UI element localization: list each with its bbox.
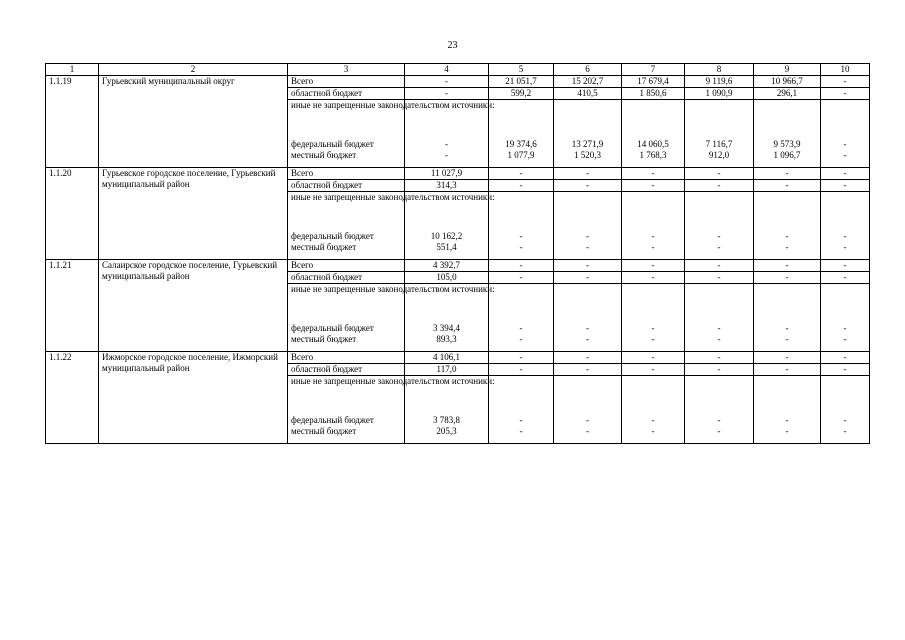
value-regional: -	[489, 180, 554, 192]
value-regional: -	[622, 272, 685, 284]
value-regional: -	[554, 364, 622, 376]
other-sources-values	[489, 376, 554, 444]
col-header: 4	[405, 64, 489, 76]
value-federal: 3 394,4	[433, 323, 460, 333]
value-federal: -	[785, 231, 789, 241]
value-local: -	[586, 242, 589, 252]
value-federal: -	[651, 323, 655, 333]
col-header: 8	[685, 64, 754, 76]
value-federal: -	[785, 323, 789, 333]
row-label-regional: областной бюджет	[288, 272, 405, 284]
value-local: -	[785, 426, 789, 436]
other-sources-values	[489, 192, 554, 260]
other-sources-values	[754, 100, 821, 168]
value-federal: 3 783,8	[433, 415, 460, 425]
value-local: -	[519, 334, 523, 344]
value-regional: 105,0	[405, 272, 489, 284]
value-total: 4 106,1	[405, 352, 489, 364]
value-regional: 1 090,9	[685, 88, 754, 100]
value-local: 893,3	[436, 334, 457, 344]
value-federal: -	[785, 415, 789, 425]
value-local: -	[785, 334, 789, 344]
value-local: -	[586, 426, 589, 436]
value-federal: -	[843, 415, 847, 425]
value-total: -	[489, 352, 554, 364]
value-regional: -	[685, 180, 754, 192]
row-label-total: Всего	[288, 76, 405, 88]
value-local: 205,3	[436, 426, 457, 436]
value-total: -	[685, 260, 754, 272]
value-local: 912,0	[708, 150, 730, 160]
other-sources-values	[685, 192, 754, 260]
value-regional: -	[489, 364, 554, 376]
value-local: -	[651, 334, 655, 344]
row-label-federal: федеральный бюджет	[291, 415, 374, 425]
value-federal: -	[843, 139, 847, 149]
value-regional: -	[821, 272, 870, 284]
value-local: 1 096,7	[773, 150, 801, 160]
value-total: -	[405, 76, 489, 88]
col-header: 9	[754, 64, 821, 76]
value-federal: 10 162,2	[430, 231, 463, 241]
value-regional: -	[754, 272, 821, 284]
row-label-regional: областной бюджет	[288, 364, 405, 376]
value-local: -	[519, 242, 523, 252]
value-regional: 1 850,6	[622, 88, 685, 100]
row-label-other-sources: иные не запрещенные законодательством источники:	[291, 284, 495, 294]
value-regional: 599,2	[489, 88, 554, 100]
value-total: -	[622, 168, 685, 180]
value-regional: 117,0	[405, 364, 489, 376]
value-local: 1 768,3	[639, 150, 667, 160]
value-total: 11 027,9	[405, 168, 489, 180]
row-label-local: местный бюджет	[291, 242, 357, 252]
value-local: 1 077,9	[507, 150, 535, 160]
entry-code: 1.1.22	[46, 352, 99, 444]
col-header: 7	[622, 64, 685, 76]
value-regional: -	[554, 272, 622, 284]
value-local: -	[651, 242, 655, 252]
value-federal: 7 116,7	[705, 139, 733, 149]
entry-name: Гурьевское городское поселение, Гурьевский муниципальный район	[99, 168, 288, 260]
value-total: -	[821, 168, 870, 180]
entry-name: Салаирское городское поселение, Гурьевский муниципальный район	[99, 260, 288, 352]
value-federal: -	[586, 323, 589, 333]
value-regional: -	[622, 364, 685, 376]
value-federal: -	[586, 231, 589, 241]
row-label-regional: областной бюджет	[288, 88, 405, 100]
value-local: -	[843, 334, 847, 344]
row-label-other-sources: иные не запрещенные законодательством источники:	[291, 100, 495, 110]
other-sources-values	[554, 100, 622, 168]
other-sources-values	[622, 192, 685, 260]
other-sources-values	[685, 376, 754, 444]
other-sources-values	[821, 100, 870, 168]
value-total: 21 051,7	[489, 76, 554, 88]
value-total: -	[821, 76, 870, 88]
other-sources-values	[754, 284, 821, 352]
value-federal: -	[843, 323, 847, 333]
other-sources-values	[554, 376, 622, 444]
value-total: -	[622, 260, 685, 272]
value-regional: -	[405, 88, 489, 100]
value-local: -	[717, 242, 721, 252]
other-sources-values	[754, 376, 821, 444]
value-federal: 19 374,6	[505, 139, 537, 149]
value-local: -	[785, 242, 789, 252]
col-header: 10	[821, 64, 870, 76]
value-local: 551,4	[436, 242, 457, 252]
other-sources-values	[685, 100, 754, 168]
entry-row-total	[46, 76, 870, 88]
col-header: 2	[99, 64, 288, 76]
value-total: -	[554, 352, 622, 364]
value-regional: -	[685, 272, 754, 284]
row-label-federal: федеральный бюджет	[291, 323, 374, 333]
value-regional: 314,3	[405, 180, 489, 192]
row-label-total: Всего	[288, 352, 405, 364]
other-sources-values	[554, 284, 622, 352]
row-label-local: местный бюджет	[291, 150, 357, 160]
value-total: -	[685, 352, 754, 364]
entry-row-total	[46, 352, 870, 364]
value-federal: 9 573,9	[773, 139, 801, 149]
col-header: 6	[554, 64, 622, 76]
other-sources-values	[754, 192, 821, 260]
budget-table	[45, 63, 870, 444]
value-total: 17 679,4	[622, 76, 685, 88]
value-federal: -	[445, 139, 448, 149]
row-label-other-sources: иные не запрещенные законодательством источники:	[291, 376, 495, 386]
value-total: 15 202,7	[554, 76, 622, 88]
other-sources-values	[489, 284, 554, 352]
entry-row-total	[46, 168, 870, 180]
value-total: -	[489, 168, 554, 180]
value-federal: -	[717, 415, 721, 425]
entry-code: 1.1.19	[46, 76, 99, 168]
row-label-federal: федеральный бюджет	[291, 231, 374, 241]
value-regional: -	[821, 364, 870, 376]
other-sources-values	[821, 192, 870, 260]
row-label-regional: областной бюджет	[288, 180, 405, 192]
value-local: 1 520,3	[574, 150, 601, 160]
value-total: -	[685, 168, 754, 180]
row-label-federal: федеральный бюджет	[291, 139, 374, 149]
value-federal: -	[586, 415, 589, 425]
value-local: -	[586, 334, 589, 344]
value-total: -	[554, 168, 622, 180]
value-regional: -	[821, 88, 870, 100]
entry-code: 1.1.21	[46, 260, 99, 352]
other-sources-cell	[288, 100, 495, 168]
value-total: 9 119,6	[685, 76, 754, 88]
value-regional: -	[754, 364, 821, 376]
value-local: -	[651, 426, 655, 436]
value-federal: 14 060,5	[637, 139, 669, 149]
value-regional: -	[489, 272, 554, 284]
value-federal: -	[519, 323, 523, 333]
value-local: -	[519, 426, 523, 436]
value-local: -	[717, 426, 721, 436]
other-sources-values	[821, 376, 870, 444]
value-total: -	[622, 352, 685, 364]
row-label-local: местный бюджет	[291, 426, 357, 436]
value-total: -	[821, 352, 870, 364]
value-total: 4 392,7	[405, 260, 489, 272]
other-sources-values	[622, 376, 685, 444]
value-local: -	[717, 334, 721, 344]
value-federal: 13 271,9	[571, 139, 604, 149]
other-sources-values	[821, 284, 870, 352]
value-local: -	[843, 150, 847, 160]
value-regional: -	[622, 180, 685, 192]
value-federal: -	[717, 231, 721, 241]
value-total: -	[754, 260, 821, 272]
value-regional: -	[754, 180, 821, 192]
header-row	[46, 64, 870, 76]
other-sources-values	[554, 192, 622, 260]
value-regional: -	[554, 180, 622, 192]
value-regional: 410,5	[554, 88, 622, 100]
value-federal: -	[519, 415, 523, 425]
other-sources-values	[489, 100, 554, 168]
value-federal: -	[519, 231, 523, 241]
value-local: -	[445, 150, 448, 160]
value-local: -	[843, 242, 847, 252]
value-federal: -	[651, 231, 655, 241]
row-label-total: Всего	[288, 168, 405, 180]
other-sources-values	[622, 284, 685, 352]
value-total: -	[821, 260, 870, 272]
value-regional: -	[821, 180, 870, 192]
col-header: 1	[46, 64, 99, 76]
row-label-local: местный бюджет	[291, 334, 357, 344]
other-sources-values	[685, 284, 754, 352]
value-regional: -	[685, 364, 754, 376]
page-number: 23	[447, 40, 458, 51]
col-header: 5	[489, 64, 554, 76]
value-total: -	[489, 260, 554, 272]
entry-name: Гурьевский муниципальный округ	[99, 76, 288, 168]
col-header: 3	[288, 64, 405, 76]
value-local: -	[843, 426, 847, 436]
value-total: 10 966,7	[754, 76, 821, 88]
value-regional: 296,1	[754, 88, 821, 100]
entry-name: Ижморское городское поселение, Ижморский муниципальный район	[99, 352, 288, 444]
value-total: -	[554, 260, 622, 272]
value-federal: -	[651, 415, 655, 425]
value-total: -	[754, 352, 821, 364]
other-sources-values	[622, 100, 685, 168]
row-label-total: Всего	[288, 260, 405, 272]
entry-code: 1.1.20	[46, 168, 99, 260]
row-label-other-sources: иные не запрещенные законодательством источники:	[291, 192, 495, 202]
value-federal: -	[843, 231, 847, 241]
value-total: -	[754, 168, 821, 180]
entry-row-total	[46, 260, 870, 272]
value-federal: -	[717, 323, 721, 333]
